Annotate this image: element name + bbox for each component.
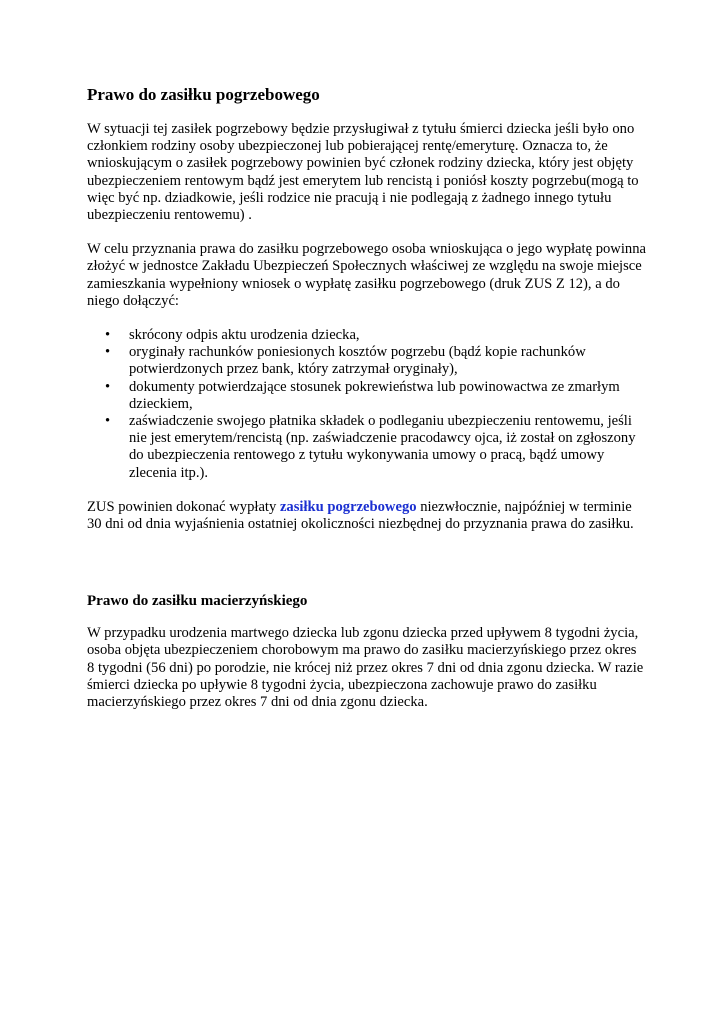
document-page: [87, 84, 647, 728]
bullet-icon: •: [105, 378, 111, 395]
funeral-allowance-link[interactable]: zasiłku pogrzebowego: [279, 498, 417, 515]
list-item-text: skrócony odpis aktu urodzenia dziecka,: [129, 327, 360, 344]
bullet-icon: •: [105, 413, 111, 430]
paragraph-maternity-allowance: W przypadku urodzenia martwego dziecka lub zgonu dziecka przed upływem 8 tygodni życia, osoba objęta ubezpieczeniem chorobowym ma prawo do zasiłku macierzyńskiego przez okres 8 tygodni (56 dni) po porodzie, nie krócej niż przez okres 7 dni od dnia zgonu dziecka. W razie śmierci dziecka po upływie 8 tygodni życia, ubezpieczona zachowuje prawo do zasiłku macierzyńskiego przez okres 7 dni od dnia zgonu dziecka.: [87, 625, 644, 711]
section-spacer: [87, 550, 647, 592]
bullet-icon: •: [105, 327, 111, 344]
section-title-funeral-allowance: Prawo do zasiłku pogrzebowego: [87, 85, 320, 104]
paragraph-payment-deadline: [87, 499, 647, 533]
payment-text-before: ZUS powinien dokonać wypłaty: [87, 498, 280, 515]
bullet-icon: •: [105, 344, 111, 361]
list-item-text: zaświadczenie swojego płatnika składek o podleganiu ubezpieczeniu rentowemu, jeśli nie jest emerytem/rencistą (np. zaświadczenie pracodawcy ojca, iż został on zgłoszony do ubezpieczenia rentowego z tytułu wykonywania umowy o pracą, bądź umowy zlecenia itp.).: [129, 413, 636, 481]
list-item: [87, 327, 647, 344]
paragraph-funeral-eligibility: W sytuacji tej zasiłek pogrzebowy będzie przysługiwał z tytułu śmierci dziecka jeśli było ono członkiem rodziny osoby ubezpieczonej lub pobierającej rentę/emeryturę. Oznacza to, że wnioskującym o zasiłek pogrzebowy powinien być członek rodziny dziecka, który jest objęty ubezpieczeniem rentowym bądź jest emerytem lub rencistą i poniósł koszty pogrzebu(mogą to więc być np. dziadkowie, jeśli rodzice nie pracują i nie podlegają z żadnego innego tytułu ubezpieczeniu rentowemu) .: [87, 121, 639, 224]
paragraph-funeral-application: W celu przyznania prawa do zasiłku pogrzebowego osoba wnioskująca o jego wypłatę powinna złożyć w jednostce Zakładu Ubezpieczeń Społecznych właściwej ze względu na swoje miejsce zamieszkania wypełniony wniosek o wypłatę zasiłku pogrzebowego (druk ZUS Z 12), a do niego dołączyć:: [87, 241, 646, 309]
list-item: [87, 413, 647, 482]
required-documents-list: [87, 327, 647, 482]
list-item: [87, 344, 647, 378]
list-item-text: dokumenty potwierdzające stosunek pokrewieństwa lub powinowactwa ze zmarłym dzieckiem,: [129, 378, 620, 412]
section-title-maternity-allowance: Prawo do zasiłku macierzyńskiego: [87, 593, 308, 610]
payment-text-after: niezwłocznie, najpóźniej w terminie 30 dni od dnia wyjaśnienia ostatniej okoliczności niezbędnej do przyznania prawa do zasiłku.: [87, 498, 634, 533]
list-item-text: oryginały rachunków poniesionych kosztów pogrzebu (bądź kopie rachunków potwierdzonych przez bank, który zatrzymał oryginały),: [129, 344, 586, 378]
list-item: [87, 379, 647, 413]
